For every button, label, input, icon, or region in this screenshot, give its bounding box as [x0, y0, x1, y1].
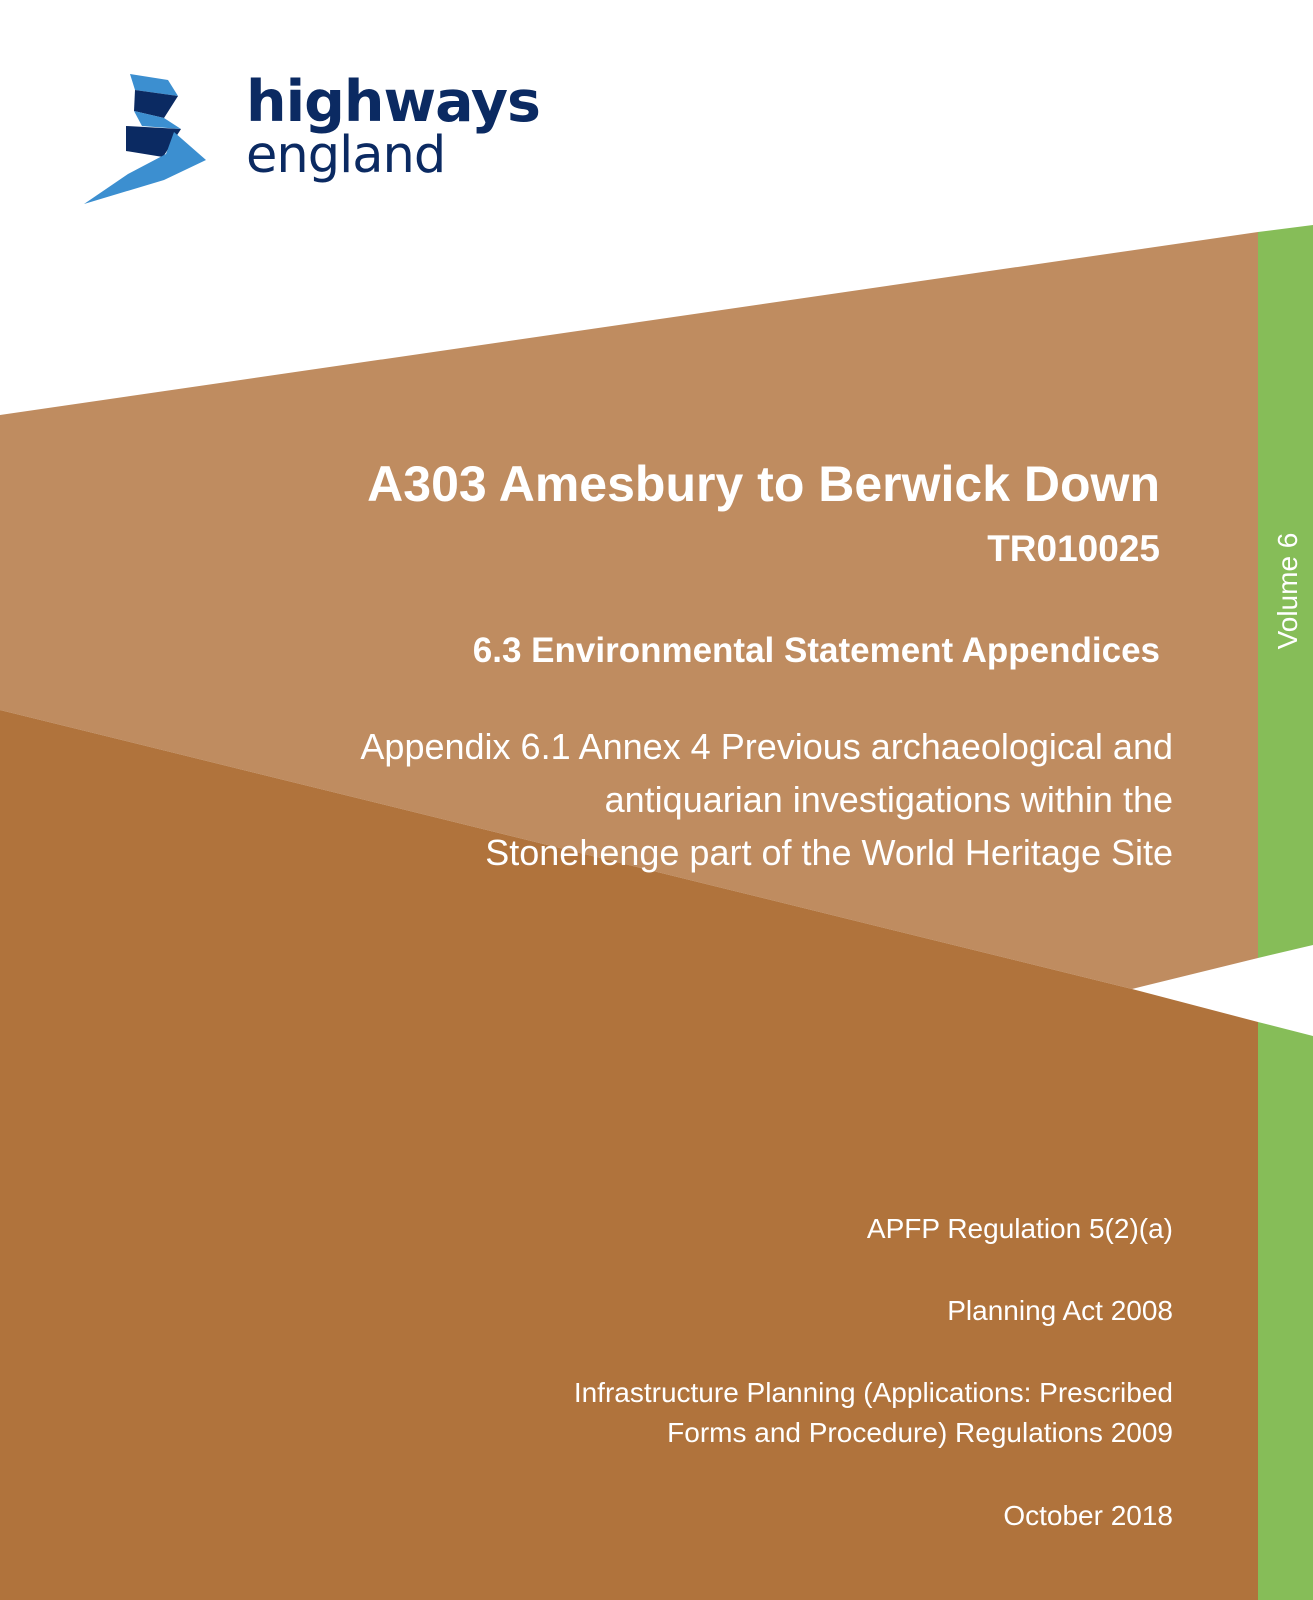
brand-name-highways: highways	[246, 69, 540, 135]
green-stripe-lower	[1258, 1022, 1313, 1600]
infrastructure-regulations-line: Forms and Procedure) Regulations 2009	[667, 1417, 1173, 1448]
document-type-heading: 6.3 Environmental Statement Appendices	[472, 631, 1160, 670]
appendix-title	[213, 720, 1173, 879]
apfp-regulation: APFP Regulation 5(2)(a)	[866, 1213, 1173, 1244]
planning-act: Planning Act 2008	[947, 1295, 1173, 1326]
appendix-title-line: Appendix 6.1 Annex 4 Previous archaeological and	[360, 726, 1173, 767]
infrastructure-regulations-line: Infrastructure Planning (Applications: Prescribed	[573, 1377, 1173, 1408]
appendix-title-line: antiquarian investigations within the	[604, 779, 1173, 820]
project-title: A303 Amesbury to Berwick Down	[367, 456, 1160, 512]
project-reference: TR010025	[987, 528, 1160, 569]
infrastructure-regulations	[413, 1373, 1173, 1453]
appendix-title-line: Stonehenge part of the World Heritage Site	[485, 832, 1173, 873]
publication-date: October 2018	[1003, 1500, 1173, 1531]
highways-england-logo-icon	[80, 72, 210, 207]
volume-label: Volume 6	[1272, 532, 1303, 650]
brand-name-england: england	[246, 126, 446, 185]
